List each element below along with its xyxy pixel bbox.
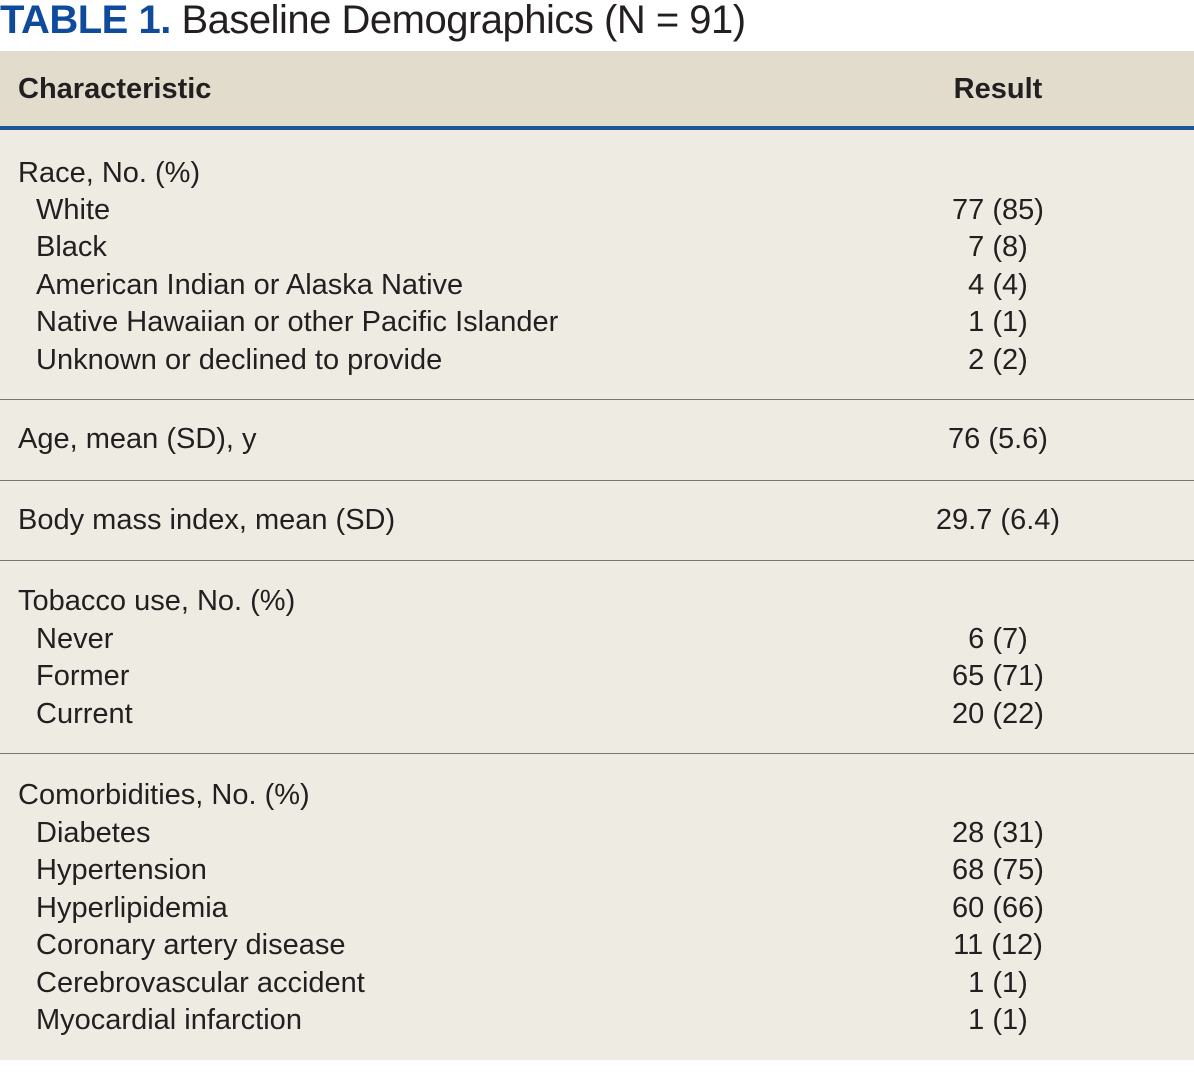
row-label: White: [36, 194, 111, 226]
table-row: [0, 266, 1194, 304]
row-value: 11 (12): [953, 929, 1043, 961]
table-header: [0, 51, 1194, 130]
row-label: Unknown or declined to provide: [36, 344, 443, 376]
section-heading-row: [0, 582, 1194, 620]
section-heading: Comorbidities, No. (%): [18, 779, 310, 811]
row-value: 60 (66): [952, 892, 1044, 924]
table-row: [0, 657, 1194, 695]
row-label: Coronary artery disease: [36, 929, 346, 961]
header-characteristic: Characteristic: [18, 73, 212, 105]
row-label: Hyperlipidemia: [36, 892, 228, 924]
row-value: 68 (75): [952, 854, 1044, 886]
section-heading-row: [0, 154, 1194, 192]
row-value: 1 (1): [968, 1004, 1028, 1036]
table-row: [0, 695, 1194, 733]
row-label: Body mass index, mean (SD): [18, 504, 396, 536]
row-value: 20 (22): [952, 698, 1044, 730]
section-heading: Race, No. (%): [18, 157, 201, 189]
row-value: 77 (85): [952, 194, 1044, 226]
row-value: 7 (8): [968, 231, 1028, 263]
table-row: [0, 851, 1194, 889]
table-row: [0, 964, 1194, 1002]
table-row: [0, 889, 1194, 927]
section-bmi: [0, 480, 1194, 561]
section-race: [0, 130, 1194, 399]
section-heading: Tobacco use, No. (%): [18, 585, 296, 617]
table-row: [0, 926, 1194, 964]
row-value: 76 (5.6): [948, 423, 1048, 455]
table-number: TABLE 1.: [0, 0, 171, 42]
row-label: Age, mean (SD), y: [18, 423, 257, 455]
row-value: 4 (4): [968, 269, 1028, 301]
section-comorbidities: [0, 753, 1194, 1061]
row-label: Myocardial infarction: [36, 1004, 302, 1036]
table-row: [0, 191, 1194, 229]
table-row: [0, 501, 1194, 539]
row-value: 2 (2): [968, 344, 1028, 376]
table-row: [0, 420, 1194, 458]
row-label: Diabetes: [36, 817, 151, 849]
table-row: [0, 1001, 1194, 1039]
section-tobacco: [0, 560, 1194, 754]
row-value: 29.7 (6.4): [935, 504, 1061, 536]
row-label: Native Hawaiian or other Pacific Islander: [36, 306, 559, 338]
row-label: Hypertension: [36, 854, 207, 886]
row-value: 6 (7): [968, 623, 1028, 655]
row-label: Former: [36, 660, 130, 692]
table-row: [0, 228, 1194, 266]
table-caption: Baseline Demographics (N = 91): [181, 0, 746, 42]
section-age: [0, 399, 1194, 480]
row-label: Cerebrovascular accident: [36, 967, 365, 999]
table-row: [0, 814, 1194, 852]
row-value: 1 (1): [968, 306, 1028, 338]
header-result: Result: [953, 73, 1043, 105]
table-row: [0, 620, 1194, 658]
row-label: Black: [36, 231, 107, 263]
row-label: Current: [36, 698, 133, 730]
table-row: [0, 341, 1194, 379]
row-label: American Indian or Alaska Native: [36, 269, 464, 301]
table-title: [0, 0, 746, 48]
table-row: [0, 303, 1194, 341]
section-heading-row: [0, 776, 1194, 814]
demographics-table: [0, 51, 1194, 1060]
row-value: 28 (31): [952, 817, 1044, 849]
row-value: 65 (71): [952, 660, 1044, 692]
row-label: Never: [36, 623, 114, 655]
row-value: 1 (1): [968, 967, 1028, 999]
